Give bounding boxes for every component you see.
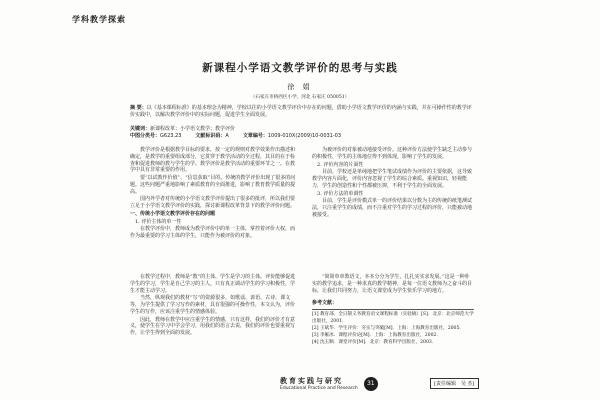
section-header: 学科教学探索 xyxy=(72,14,126,24)
responsible-editor: [责任编辑 吴 杰] xyxy=(430,378,479,389)
subsection-heading: 2. 评价内容的片面性 xyxy=(317,161,364,168)
article-title: 新课程小学语文教学评价的思考与实践 xyxy=(202,62,398,74)
body-column-right-lower xyxy=(312,274,474,346)
references-list xyxy=(312,309,474,346)
paragraph: 要“以试教作价值”、“信息获取”目的，传统的教学评价出现了很多的问题。这些问题严重地影响了素质教育的全面推进，影响了教育教学质量的提高。 xyxy=(130,175,296,195)
classification-line xyxy=(130,133,474,140)
keywords xyxy=(130,126,474,133)
author-name: 徐 娟 xyxy=(287,83,313,91)
page-number: 31 xyxy=(364,377,378,391)
doc-code: 文献标识码：A xyxy=(195,133,229,139)
paragraph: 目前，学生是评价模式单一的评价结果以分数为主的传统的纸笔测试法，只注重学生的成绩，而不注重对学生的学习过程的评价，只能被动地被接受。 xyxy=(312,198,473,218)
journal-title: 教育实践与研究 xyxy=(280,376,343,385)
page-footer xyxy=(280,376,378,391)
paragraph: 在教学评价中，教师成为教学评价中的单一主体，掌控着评价大权，而作为最重要的学习主体的学生，只能作为被评价的对象。 xyxy=(130,226,296,239)
paragraph: 当然，纵观我们的教材“写”的资源很多，如歌谣、谚语、古诗、课文等，为学生提供了学习写作的素材，具有很强的可操作性，本文认为，评价学生的写作，应该注重学生的情感体验。 xyxy=(130,295,296,315)
journal-title-english: Educational Practice and Research xyxy=(280,386,358,391)
paragraph: 教学评价是根据教学目标的要求，按一定的规则对教学效果作出描述和确定，是教学的重要组成部分，它贯穿于教学活动的全过程，其目的在于检查和促进教师的教与学生的学。教学评价是教学活动的重要环节之一。在教学中具有非常重要的作用。 xyxy=(130,147,296,174)
clc-code: 中图分类号：G623.23 xyxy=(130,133,182,139)
reference-item: [2] 王斌华．学生评价：夯实与突破[M]．上海：上海教育出版社，2005． xyxy=(312,325,464,331)
paragraph: “简简单单教语文，本本分分为学生，扎扎实实求发展。”这是一种朴实的教学追求，是一种求真的教学精神，是每一位语文教师为之奋斗的目标，让我们共同努力，让语文课堂成为学生快乐学习的地方。 xyxy=(312,274,473,294)
references-heading: 参考文献： xyxy=(312,300,338,307)
abstract-label: 摘 要： xyxy=(130,105,147,111)
paragraph: 目前，学校还是单纯地把学生笔试成绩作为评价的主要依据，这导致教学内容片面化，评价内容忽视了学生的综合素质。重视知识，轻视能力，学生的创造性和个性都被压抑，不利于学生的全面发展。 xyxy=(312,169,473,189)
subsection-heading: 1. 评价主体的单一性 xyxy=(135,218,182,225)
keywords-text: 新课程改革；小学语文教学；教学评价 xyxy=(150,126,236,132)
subsection-heading: 3. 评价方法的单调性 xyxy=(317,190,364,197)
author-affiliation: （石家庄市桥西区小学，河北 石家庄 050051） xyxy=(250,95,350,100)
journal-name xyxy=(280,376,358,391)
article-number: 文章编号：1009-010X(2009)10-0031-03 xyxy=(242,133,342,139)
reference-item: [1] 教育部．全日制义务教育语文课程标准（实验稿）[S]．北京：北京师范大学出版社，2001． xyxy=(312,312,474,324)
paragraph: 因此，教师在教学中应注重学生的情感，只有这样，我们的评价才有意义，使学生在学习中学会学习，用我们的语言去说，我们的评价也要重视写作，让学生得到全面的发展。 xyxy=(130,316,296,336)
keywords-label: 关键词： xyxy=(130,126,151,132)
abstract-text: 以《基本课程标准》的基本理念为精神，学校以往的小学语文教学评价中存在的问题，借助小学语文教学评价的内涵与实践，并在可操作性的教学评价实践中，以解决教学评价中的实际问题，促进学生全面发展。 xyxy=(130,105,472,118)
reference-item: [3] 李雁冰．课程评价论[M]．上海：上海教育出版社，2002． xyxy=(312,332,442,338)
reference-item: [4] 沈玉顺．课堂评价[M]．北京：教育科学出版社，2003． xyxy=(312,339,437,345)
paragraph: 国内外学者对传统的小学语文教学评价提出了很多的批评，所以我们要立足于小学语文教学评价的实践，探讨新课程改革背景下的教学评价问题。 xyxy=(130,196,296,209)
body-column-right xyxy=(312,147,474,220)
abstract xyxy=(130,105,474,119)
section-heading: 一、传统小学语文教学评价存在的问题 xyxy=(130,210,216,217)
paragraph: 为被评价的对象被动地接受评价。这种评价方法使学生缺乏主动参与的积极性，学生的主体地位得不到体现，影响了学生的发展。 xyxy=(312,147,473,160)
body-column-left-lower xyxy=(130,274,298,338)
paragraph: 在教学过程中，教师是“教”的主体，学生是学习的主体。评价能够促进学生的学习，学生是自己学习的主人。只有真正调动学生的学习积极性，学生才能主动学习。 xyxy=(130,274,296,294)
body-column-left xyxy=(130,147,298,241)
